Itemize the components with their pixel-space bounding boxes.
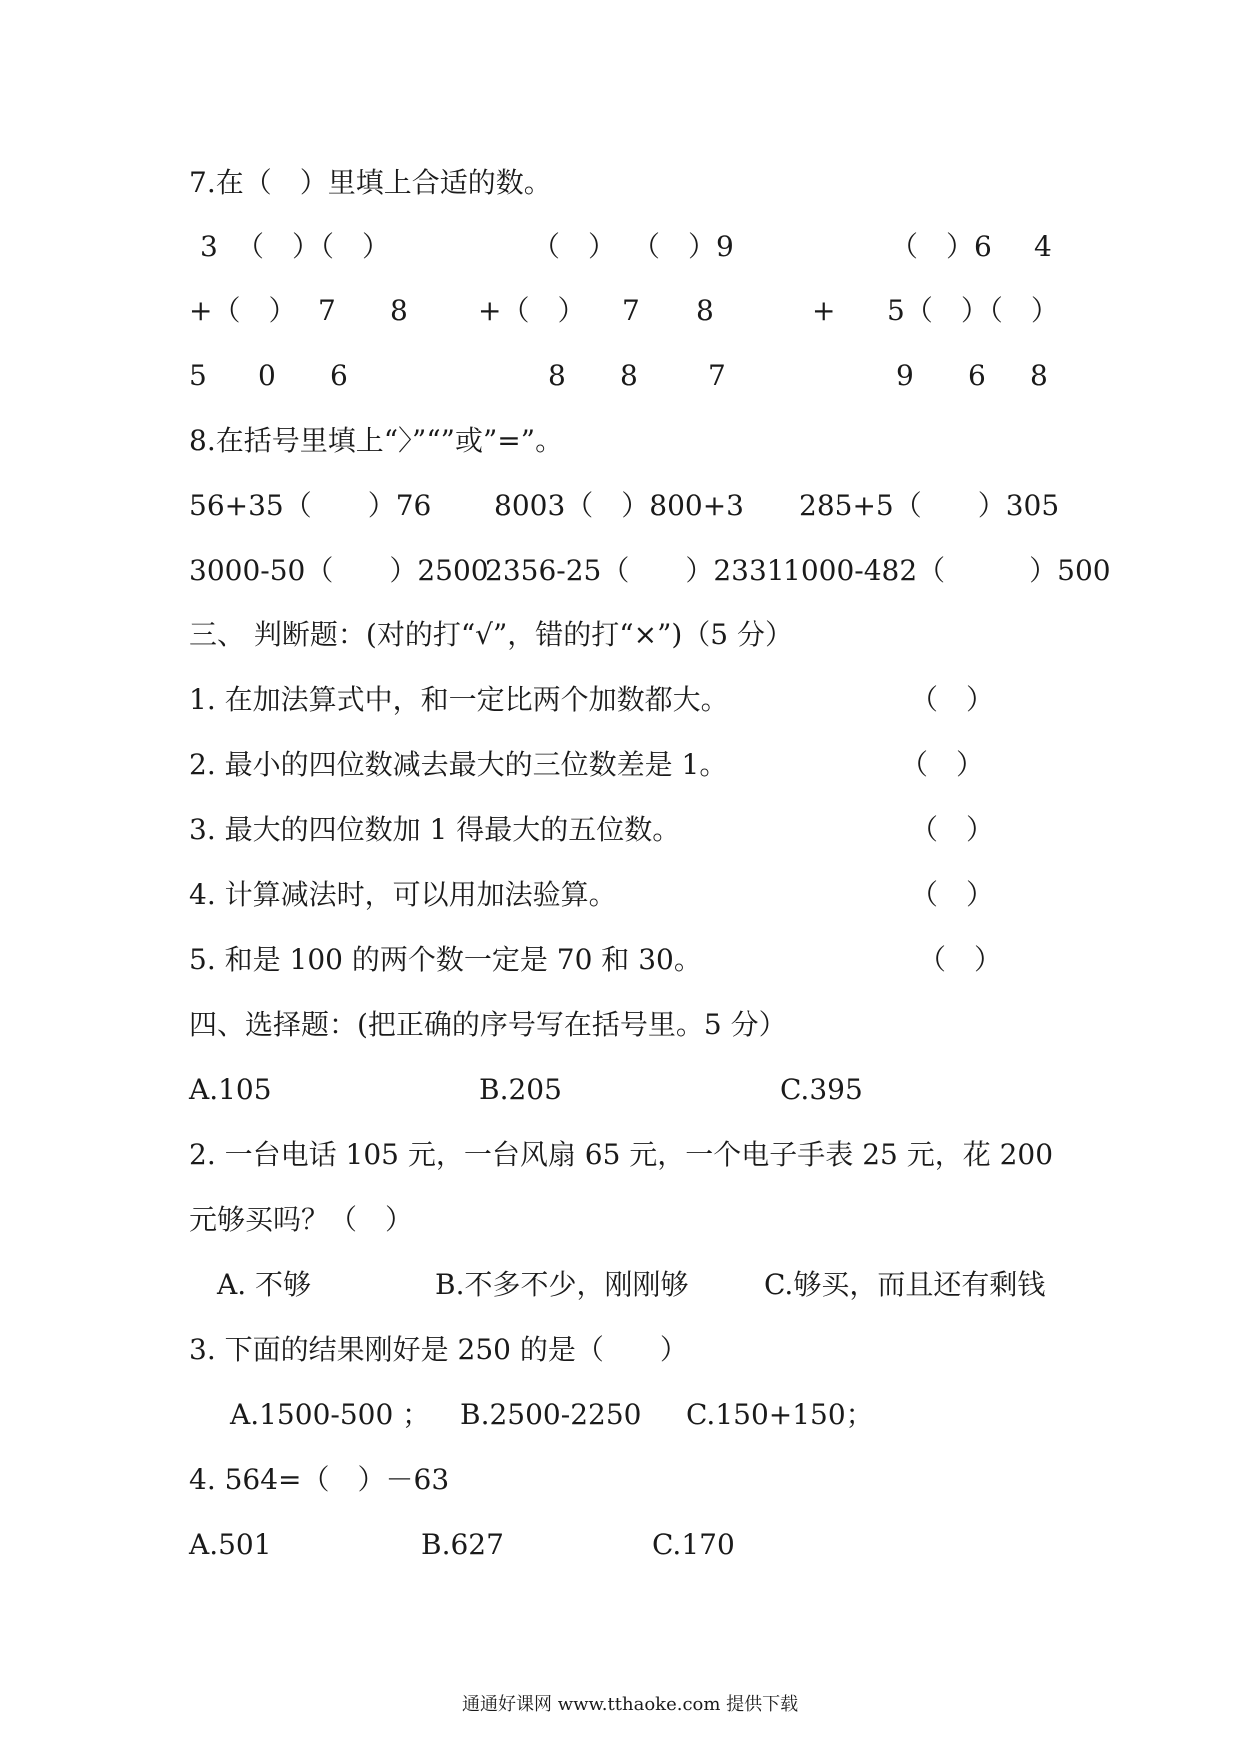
q7-row-1 xyxy=(0,227,1240,267)
q7-cell: +（ ） xyxy=(478,294,586,327)
judge-item xyxy=(0,745,1240,785)
choice-option: C.150+150； xyxy=(686,1398,874,1431)
q7-cell: 6 xyxy=(330,359,348,392)
choice-option: C.170 xyxy=(652,1528,735,1561)
choice-options-q3 xyxy=(0,1395,1240,1435)
question-text: 4. 564=（ ）－63 xyxy=(189,1463,450,1496)
q7-cell: 4 xyxy=(1034,230,1052,263)
q8-row-1 xyxy=(0,486,1240,526)
q7-cell: （ ）（ ） xyxy=(236,230,391,263)
q7-title-line xyxy=(0,163,1240,203)
section4-title: 四、选择题：(把正确的序号写在括号里。5 分） xyxy=(189,1008,787,1041)
choice-option: B.205 xyxy=(479,1073,562,1106)
q7-cell: 9 xyxy=(896,359,914,392)
judge-item-paren: （ ） xyxy=(910,683,995,716)
question-text: 2. 一台电话 105 元，一台风扇 65 元，一个电子手表 25 元，花 200 xyxy=(189,1138,1054,1171)
choice-options-q1 xyxy=(0,1070,1240,1110)
q8-item: 2356-25（ ）2331 xyxy=(485,554,785,587)
judge-item-paren: （ ） xyxy=(910,878,995,911)
choice-option: A. 不够 xyxy=(217,1268,312,1301)
q7-cell: 8 xyxy=(1030,359,1048,392)
q7-cell: 5 xyxy=(189,359,207,392)
footer-text: 通通好课网 www.tthaoke.com 提供下载 xyxy=(462,1694,799,1715)
judge-item xyxy=(0,810,1240,850)
judge-item-text: 1. 在加法算式中，和一定比两个加数都大。 xyxy=(189,683,729,716)
q7-cell: （ ） xyxy=(532,230,617,263)
section3-title-line xyxy=(0,615,1240,655)
q7-cell: （ ）6 xyxy=(890,230,992,263)
page-footer xyxy=(0,1690,1240,1720)
q7-cell: 6 xyxy=(968,359,986,392)
judge-item-paren: （ ） xyxy=(900,748,985,781)
judge-item-text: 5. 和是 100 的两个数一定是 70 和 30。 xyxy=(189,943,702,976)
q7-row-3 xyxy=(0,356,1240,396)
q7-title: 7.在（ ）里填上合适的数。 xyxy=(189,166,552,199)
q8-item: 285+5（ ）305 xyxy=(799,489,1060,522)
choice-option: C.395 xyxy=(780,1073,863,1106)
q7-cell: 8 xyxy=(620,359,638,392)
question-text: 3. 下面的结果刚好是 250 的是（ ） xyxy=(189,1333,688,1366)
q7-cell: 5（ ）（ ） xyxy=(887,294,1059,327)
choice-option: B.2500-2250 xyxy=(460,1398,642,1431)
q2-line-2 xyxy=(0,1200,1240,1240)
choice-option: A.1500-500 ； xyxy=(230,1398,431,1431)
judge-item-text: 3. 最大的四位数加 1 得最大的五位数。 xyxy=(189,813,681,846)
q7-cell: 8 xyxy=(390,294,408,327)
q7-cell: +（ ） xyxy=(189,294,297,327)
choice-option: A.105 xyxy=(189,1073,272,1106)
judge-item xyxy=(0,940,1240,980)
choice-options-q2 xyxy=(0,1265,1240,1305)
choice-option: C.够买，而且还有剩钱 xyxy=(764,1268,1046,1301)
q8-title: 8.在括号里填上“〉”“”或”=”。 xyxy=(189,424,564,457)
judge-item-text: 4. 计算减法时，可以用加法验算。 xyxy=(189,878,617,911)
choice-options-q4 xyxy=(0,1525,1240,1565)
q8-item: 56+35（ ）76 xyxy=(189,489,432,522)
q7-cell: 8 xyxy=(696,294,714,327)
q8-item: 8003（ ）800+3 xyxy=(494,489,744,522)
q7-cell: 3 xyxy=(200,230,218,263)
section3-title: 三、 判断题：(对的打“√”，错的打“×”)（5 分） xyxy=(189,618,794,651)
question-text: 元够买吗？（ ） xyxy=(189,1203,414,1236)
q7-cell: 7 xyxy=(708,359,726,392)
q7-cell: + xyxy=(812,294,836,327)
q7-cell: （ ）9 xyxy=(632,230,734,263)
judge-item-text: 2. 最小的四位数减去最大的三位数差是 1。 xyxy=(189,748,728,781)
q7-cell: 8 xyxy=(548,359,566,392)
q8-title-line xyxy=(0,421,1240,461)
q2-line-1 xyxy=(0,1135,1240,1175)
judge-item-paren: （ ） xyxy=(910,813,995,846)
q7-row-2 xyxy=(0,291,1240,331)
judge-item xyxy=(0,680,1240,720)
q7-cell: 7 xyxy=(318,294,336,327)
q3-line xyxy=(0,1330,1240,1370)
judge-item-paren: （ ） xyxy=(918,943,1003,976)
q8-item: 1000-482（ ）500 xyxy=(783,554,1111,587)
q7-cell: 7 xyxy=(622,294,640,327)
choice-option: B.不多不少，刚刚够 xyxy=(435,1268,689,1301)
q8-item: 3000-50（ ）2500 xyxy=(189,554,489,587)
choice-option: B.627 xyxy=(421,1528,504,1561)
q7-cell: 0 xyxy=(258,359,276,392)
q4-line xyxy=(0,1460,1240,1500)
judge-item xyxy=(0,875,1240,915)
choice-option: A.501 xyxy=(189,1528,272,1561)
section4-title-line xyxy=(0,1005,1240,1045)
q8-row-2 xyxy=(0,551,1240,591)
